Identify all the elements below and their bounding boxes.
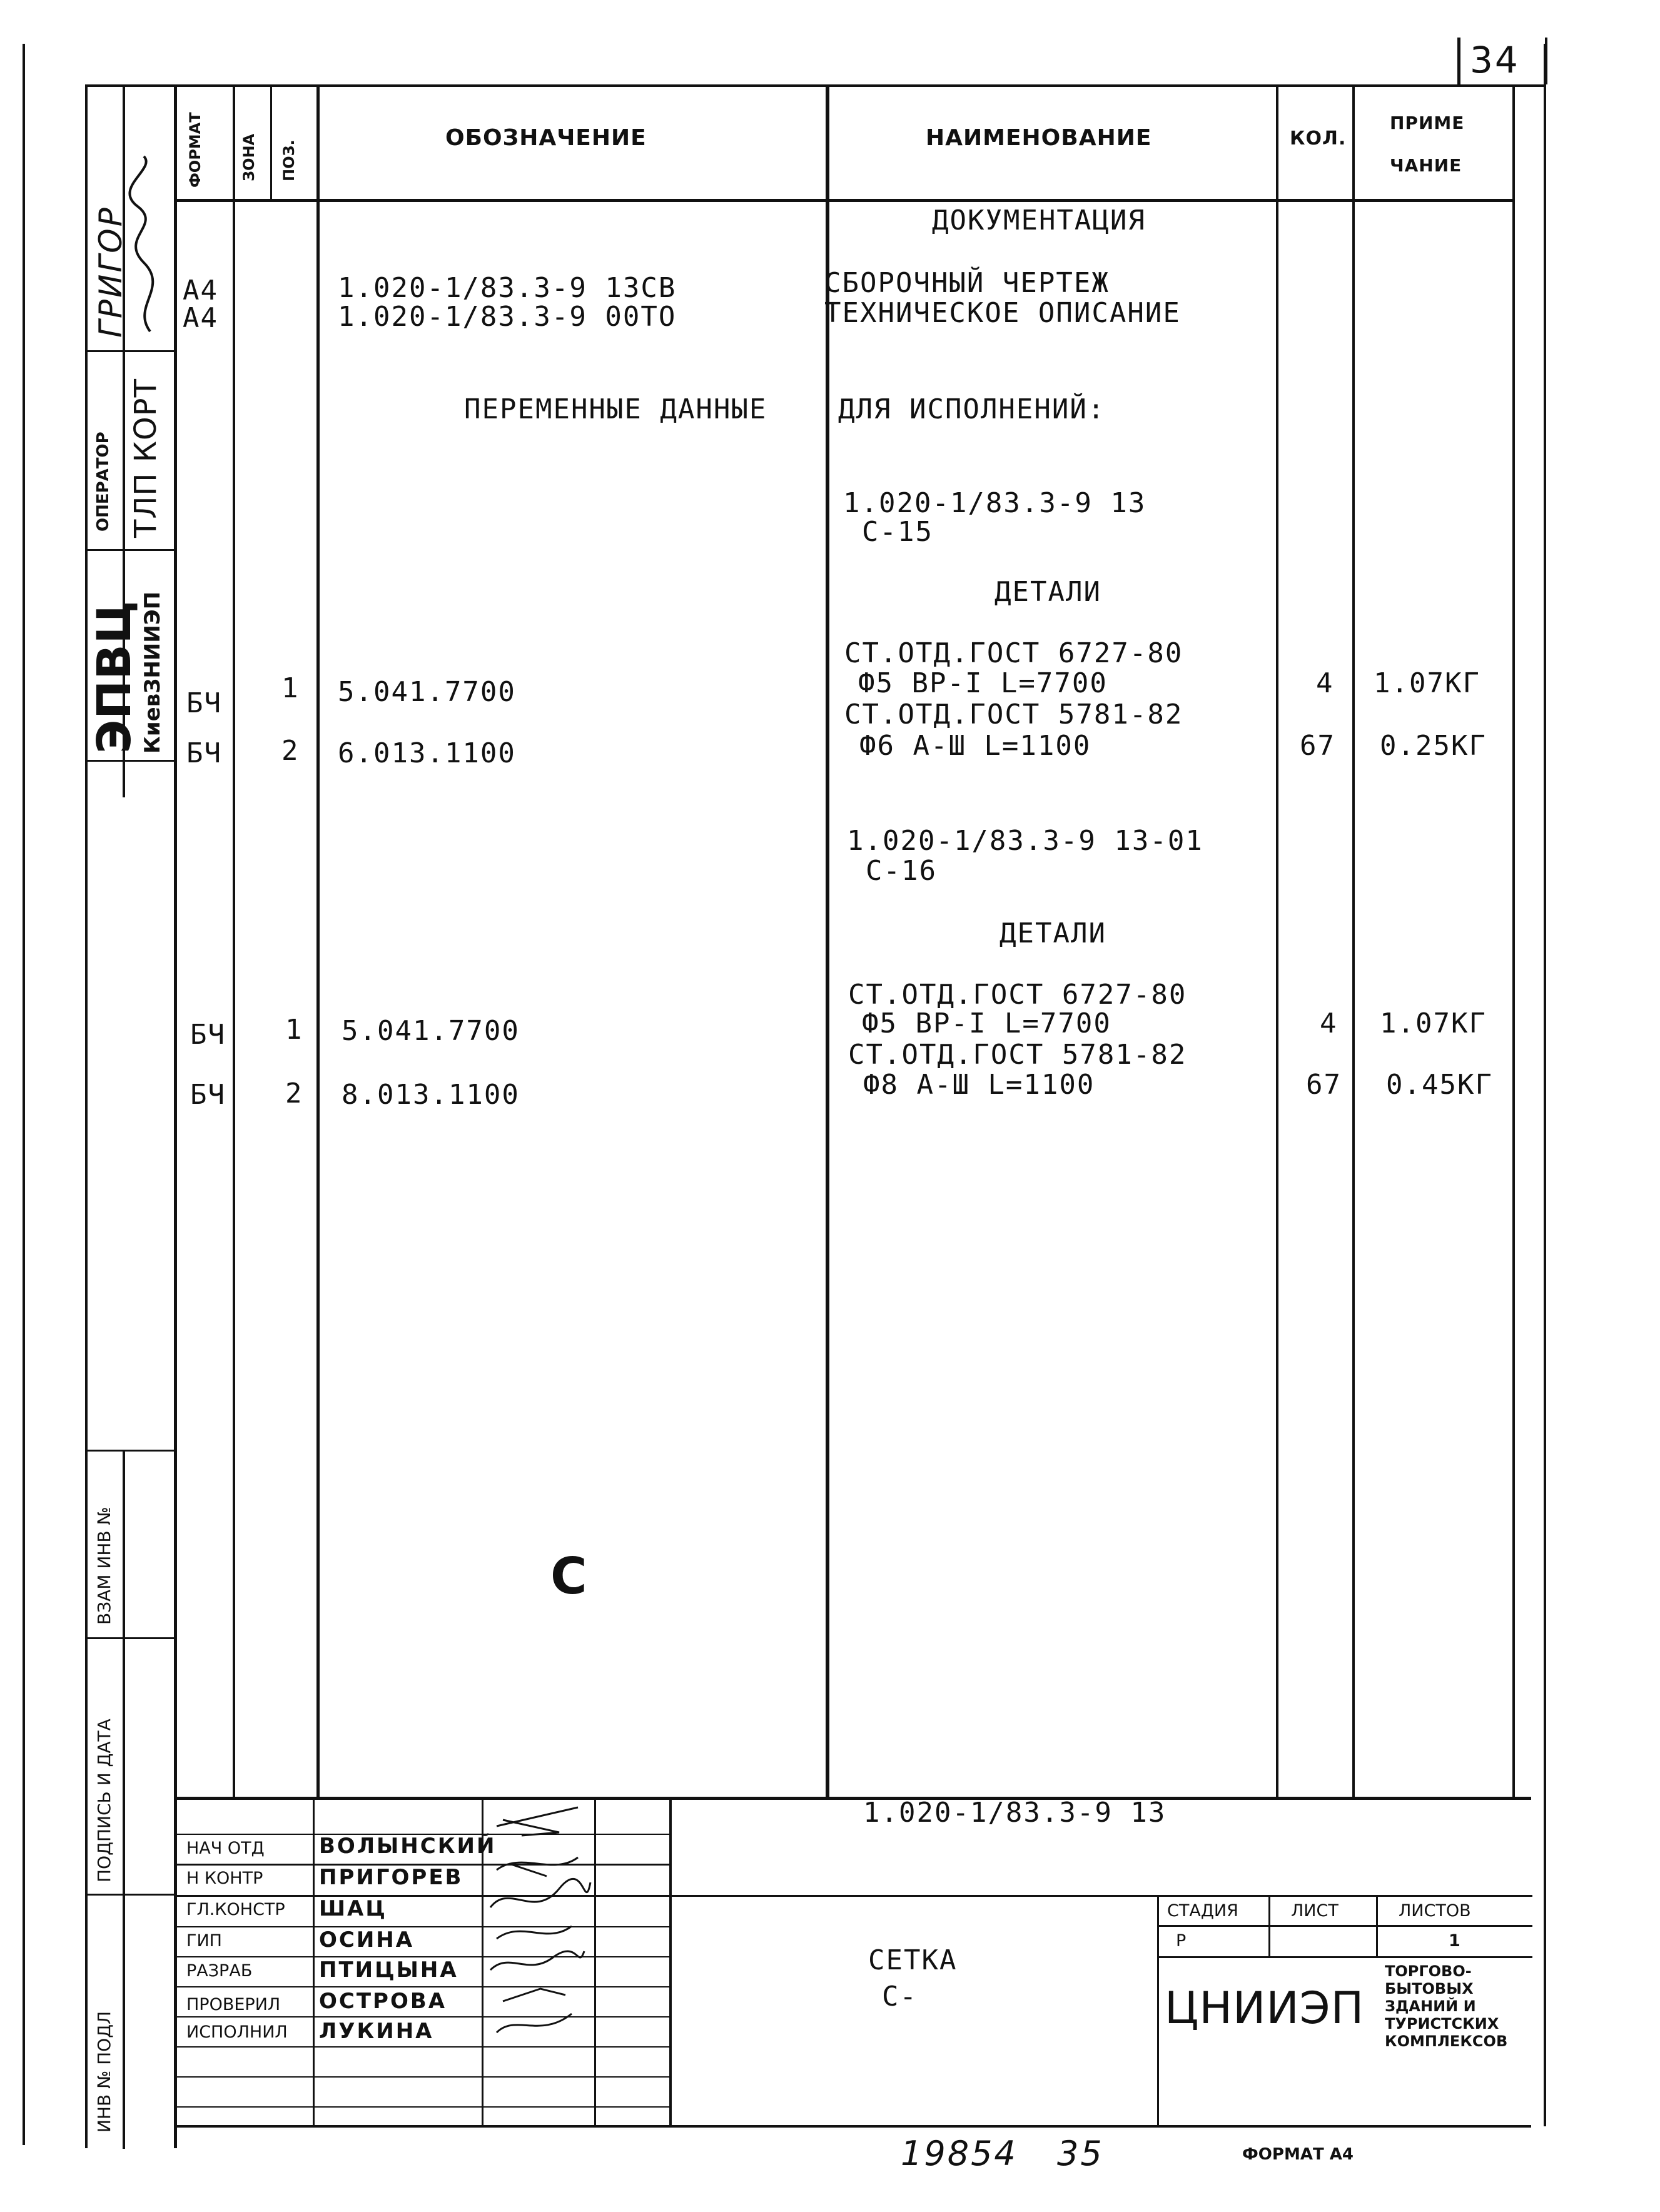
header-note-2: ЧАНИЕ bbox=[1390, 155, 1462, 176]
stamp-inv: ИНВ № ПОДЛ bbox=[94, 2011, 114, 2133]
sheet-number: 34 bbox=[1470, 39, 1520, 81]
archive-number: 19854 bbox=[901, 2134, 1018, 2173]
stamp-signature-mark bbox=[125, 150, 173, 338]
title-line-1: СЕТКА bbox=[868, 1944, 958, 1976]
role-name: ВОЛЫНСКИЙ bbox=[319, 1834, 497, 1859]
header-name: НАИМЕНОВАНИЕ bbox=[926, 125, 1152, 151]
g1p1-pos: 1 bbox=[281, 672, 300, 704]
stamp-operator-value: ТЛП КОРТ bbox=[128, 378, 163, 538]
role-label: ИСПОЛНИЛ bbox=[186, 2023, 288, 2042]
role-name: ЛУКИНА bbox=[319, 2019, 434, 2044]
role-label: Н КОНТР bbox=[186, 1869, 263, 1888]
g1-std2: СТ.ОТД.ГОСТ 5781-82 bbox=[844, 699, 1183, 730]
g1p2-designation: 6.013.1100 bbox=[338, 737, 516, 769]
doc1-name: СБОРОЧНЫЙ ЧЕРТЕЖ bbox=[824, 267, 1110, 299]
g1p1-designation: 5.041.7700 bbox=[338, 676, 516, 708]
g1-std1: СТ.ОТД.ГОСТ 6727-80 bbox=[844, 637, 1183, 669]
g1p1-format: БЧ bbox=[186, 687, 222, 719]
role-label: РАЗРАБ bbox=[186, 1961, 253, 1981]
header-format: ФОРМАТ bbox=[186, 112, 204, 188]
variable-right: ДЛЯ ИСПОЛНЕНИЙ: bbox=[838, 393, 1106, 425]
doc2-name: ТЕХНИЧЕСКОЕ ОПИСАНИЕ bbox=[824, 297, 1181, 329]
doc2-designation: 1.020-1/83.3-9 00ТО bbox=[338, 301, 677, 333]
archive-page: 35 bbox=[1057, 2134, 1104, 2173]
title-doc-number: 1.020-1/83.3-9 13 bbox=[863, 1797, 1167, 1829]
sheet-label: ЛИСТ bbox=[1291, 1901, 1339, 1921]
g2p2-format: БЧ bbox=[190, 1079, 226, 1111]
header-designation: ОБОЗНАЧЕНИЕ bbox=[445, 125, 647, 151]
sheets-value: 1 bbox=[1449, 1931, 1460, 1951]
variant2-code: С-16 bbox=[866, 855, 937, 887]
variable-left: ПЕРЕМЕННЫЕ ДАННЫЕ bbox=[464, 393, 767, 425]
g2p2-note: 0.45КГ bbox=[1386, 1069, 1493, 1101]
doc1-format: А4 bbox=[183, 275, 218, 306]
sheets-label: ЛИСТОВ bbox=[1399, 1901, 1471, 1921]
role-name: ОСИНА bbox=[319, 1927, 415, 1952]
details1-title: ДЕТАЛИ bbox=[994, 576, 1101, 608]
g2p1-qty: 4 bbox=[1320, 1008, 1338, 1039]
org-desc-line: КОМПЛЕКСОВ bbox=[1385, 2033, 1508, 2050]
g2p2-pos: 2 bbox=[285, 1078, 303, 1109]
g2p2-qty: 67 bbox=[1306, 1069, 1342, 1101]
g1p2-format: БЧ bbox=[186, 737, 222, 769]
role-label: ГЛ.КОНСТР bbox=[186, 1900, 285, 1919]
stamp-podpis: ПОДПИСЬ И ДАТА bbox=[94, 1719, 114, 1882]
g1p1-note: 1.07КГ bbox=[1374, 667, 1480, 699]
g2p1-designation: 5.041.7700 bbox=[342, 1015, 520, 1047]
header-zone: ЗОНА bbox=[240, 133, 258, 181]
doc-title: ДОКУМЕНТАЦИЯ bbox=[932, 205, 1146, 236]
stray-mark: С bbox=[550, 1547, 588, 1605]
org-desc-line: ТУРИСТСКИХ bbox=[1385, 2015, 1499, 2033]
role-label: ПРОВЕРИЛ bbox=[186, 1995, 281, 2014]
g1p1-name: Ф5 ВР-I L=7700 bbox=[858, 667, 1108, 699]
org-desc-line: БЫТОВЫХ bbox=[1385, 1980, 1474, 1997]
role-label: НАЧ ОТД bbox=[186, 1839, 265, 1858]
g2-std2: СТ.ОТД.ГОСТ 5781-82 bbox=[848, 1039, 1187, 1071]
details2-title: ДЕТАЛИ bbox=[1000, 917, 1106, 949]
g2p1-name: Ф5 ВР-I L=7700 bbox=[862, 1008, 1111, 1039]
format-label: ФОРМАТ А4 bbox=[1242, 2145, 1354, 2164]
org-desc-line: ТОРГОВО- bbox=[1385, 1962, 1472, 1980]
stamp-operator-label: ОПЕРАТОР bbox=[94, 432, 113, 532]
g1p2-pos: 2 bbox=[281, 735, 300, 767]
title-line-2: С- bbox=[882, 1981, 918, 2013]
header-pos: ПОЗ. bbox=[280, 139, 298, 181]
g2p2-name: Ф8 А-Ш L=1100 bbox=[863, 1069, 1095, 1101]
role-name: ШАЦ bbox=[319, 1896, 387, 1921]
variant1-code: С-15 bbox=[862, 516, 933, 548]
header-qty: КОЛ. bbox=[1290, 128, 1347, 149]
variant1-number: 1.020-1/83.3-9 13 bbox=[843, 487, 1146, 519]
org-desc-line: ЗДАНИЙ И bbox=[1385, 1997, 1476, 2015]
role-name: ОСТРОВА bbox=[319, 1989, 447, 2014]
doc2-format: А4 bbox=[183, 302, 218, 334]
g2p2-designation: 8.013.1100 bbox=[342, 1079, 520, 1111]
g1p1-qty: 4 bbox=[1316, 667, 1334, 699]
role-label: ГИП bbox=[186, 1931, 222, 1951]
stage-label: СТАДИЯ bbox=[1167, 1901, 1238, 1921]
role-name: ПТИЦЫНА bbox=[319, 1957, 458, 1982]
doc1-designation: 1.020-1/83.3-9 13СВ bbox=[338, 272, 677, 304]
g2p1-format: БЧ bbox=[190, 1019, 226, 1051]
header-note-1: ПРИМЕ bbox=[1390, 113, 1465, 133]
role-name: ПРИГОРЕВ bbox=[319, 1865, 463, 1890]
g2-std1: СТ.ОТД.ГОСТ 6727-80 bbox=[848, 979, 1187, 1011]
stamp-vzam: ВЗАМ ИНВ № bbox=[94, 1507, 114, 1625]
org-name: ЦНИИЭП bbox=[1165, 1982, 1365, 2034]
stamp-org-small: КиевЗНИИЭП bbox=[140, 591, 165, 754]
signatures bbox=[484, 1801, 593, 2039]
g2p1-pos: 1 bbox=[285, 1014, 303, 1046]
stamp-org-big: ЭПВЦ bbox=[88, 600, 141, 754]
g1p2-qty: 67 bbox=[1300, 730, 1335, 762]
stamp-signature-name: ГРИГОР bbox=[93, 206, 129, 338]
g1p2-note: 0.25КГ bbox=[1380, 730, 1487, 762]
stage-value: Р bbox=[1176, 1931, 1187, 1951]
g2p1-note: 1.07КГ bbox=[1380, 1008, 1487, 1039]
variant2-number: 1.020-1/83.3-9 13-01 bbox=[847, 825, 1203, 857]
g1p2-name: Ф6 А-Ш L=1100 bbox=[859, 730, 1091, 762]
